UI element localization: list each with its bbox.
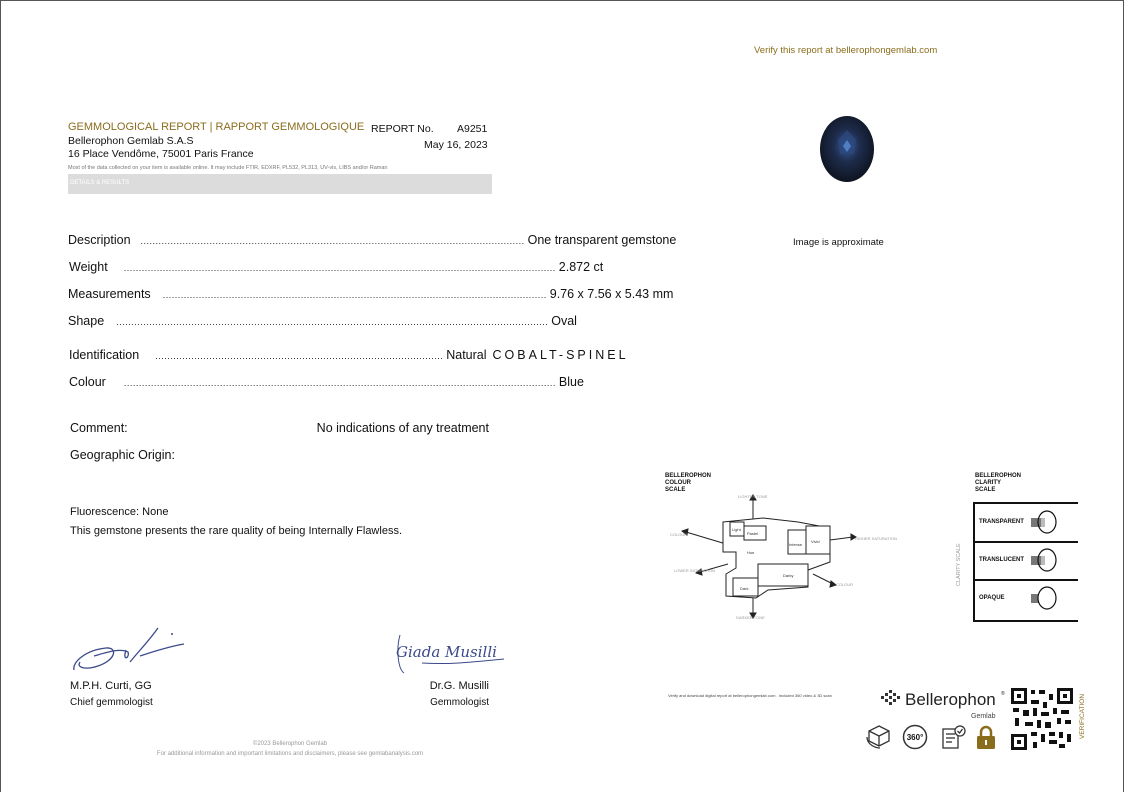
- svg-text:HIGHER SATURATION: HIGHER SATURATION: [855, 536, 897, 541]
- clarity-icons: [1029, 509, 1061, 619]
- gemstone-image: [818, 114, 876, 184]
- footer-copyright: ©2023 Bellerophon Gemlab: [252, 741, 328, 747]
- clarity-side-label: CLARITY SCALE: [956, 543, 962, 586]
- svg-text:LOWER SATURATION: LOWER SATURATION: [674, 568, 715, 573]
- digital-report-note: Verify and download digital report at bellerophongemlab.com . Included 360 video & 3D scan: [668, 693, 832, 698]
- colour-scale-diagram: [668, 492, 897, 622]
- comment-label: Comment:: [70, 421, 128, 435]
- section-bar: [68, 174, 492, 194]
- company-name: Bellerophon Gemlab S.A.S: [68, 135, 194, 147]
- signature-curti: [68, 622, 188, 677]
- brand-name: Bellerophon: [905, 690, 996, 709]
- svg-text:Vivid: Vivid: [811, 539, 820, 544]
- report-date: May 16, 2023: [424, 139, 488, 151]
- signer-role-1: Chief gemmologist: [70, 697, 153, 708]
- detail-row-colour: Colour ................................................................................................................................................ Blue: [69, 375, 584, 389]
- detail-row-identification: Identification ................................................................................................ Natural COBALT-SPINEL: [69, 348, 629, 362]
- detail-value: Blue: [558, 375, 584, 389]
- lock-icon[interactable]: [975, 725, 997, 751]
- brand-sub: Gemlab: [971, 713, 996, 720]
- identification-value: COBALT-SPINEL: [492, 348, 629, 362]
- svg-text:LIGHTER TONE: LIGHTER TONE: [738, 494, 768, 499]
- bellerophon-logo-icon: [880, 690, 902, 708]
- fluorescence: Fluorescence: None: [70, 506, 169, 518]
- 3d-cube-icon[interactable]: [866, 723, 892, 749]
- svg-text:COLOUR: COLOUR: [670, 532, 688, 537]
- clarity-item: TRANSLUCENT: [979, 557, 1024, 563]
- qr-code[interactable]: [1011, 688, 1073, 750]
- registered-mark: ®: [1001, 691, 1005, 697]
- signer-role-2: Gemmologist: [430, 697, 489, 708]
- verify-link[interactable]: Verify this report at bellerophongemlab.com: [754, 45, 938, 56]
- detail-row-shape: Shape ................................................................................................................................................ Oval: [68, 314, 577, 328]
- signature-musilli-script: Giada Musilli: [396, 643, 497, 661]
- svg-text:360°: 360°: [906, 733, 924, 742]
- 360-video-icon[interactable]: [902, 724, 928, 750]
- signer-name-1: M.P.H. Curti, GG: [70, 680, 152, 692]
- report-title: GEMMOLOGICAL REPORT | RAPPORT GEMMOLOGIQUE: [68, 121, 365, 133]
- detail-label: Weight: [69, 260, 108, 274]
- svg-text:DARKER TONE: DARKER TONE: [736, 615, 765, 620]
- clarity-item: TRANSPARENT: [979, 519, 1024, 525]
- svg-text:Hue: Hue: [747, 550, 755, 555]
- image-caption: Image is approximate: [793, 237, 884, 248]
- svg-text:COLOUR: COLOUR: [836, 582, 854, 587]
- detail-value: 2.872 ct: [558, 260, 604, 274]
- verification-label: VERIFICATION: [1079, 693, 1086, 739]
- detail-value: One transparent gemstone: [527, 233, 677, 247]
- footer-note: For additional information and important limitations and disclaimers, please see gemlabanalysis.com: [156, 751, 424, 757]
- detail-row-description: Description ................................................................................................................................ One transparent gemstone: [68, 233, 677, 247]
- company-address: 16 Place Vendôme, 75001 Paris France: [68, 148, 254, 160]
- report-number-label: REPORT No.: [371, 123, 434, 135]
- detail-value: 9.76 x 7.56 x 5.43 mm: [549, 287, 674, 301]
- certificate-icon[interactable]: [940, 724, 966, 750]
- detail-label: Identification: [69, 348, 140, 362]
- detail-value: Oval: [551, 314, 577, 328]
- detail-label: Measurements: [68, 287, 151, 301]
- svg-text:Pastel: Pastel: [747, 531, 759, 536]
- detail-label: Shape: [68, 314, 105, 328]
- clarity-item: OPAQUE: [979, 595, 1005, 601]
- colour-scale-title: BELLEROPHON COLOUR SCALE: [665, 473, 712, 493]
- svg-text:Intense: Intense: [789, 542, 803, 547]
- detail-label: Colour: [69, 375, 106, 389]
- svg-text:Darky: Darky: [783, 573, 794, 578]
- signer-name-2: Dr.G. Musilli: [429, 680, 489, 692]
- svg-text:Dark: Dark: [740, 586, 749, 591]
- signature-musilli: [392, 625, 510, 675]
- data-disclaimer: Most of the data collected on your item is available online. It may include FTIR, EDXRF, PL532, PL313, UV-vis, LIBS and/or Raman: [68, 165, 388, 171]
- report-number: A9251: [457, 123, 488, 135]
- origin-label: Geographic Origin:: [70, 448, 175, 462]
- quality-note: This gemstone presents the rare quality of being Internally Flawless.: [70, 525, 402, 537]
- comment-value: No indications of any treatment: [316, 421, 489, 435]
- clarity-scale-title: BELLEROPHON CLARITY SCALE: [975, 473, 1022, 493]
- clarity-scale-box: [973, 502, 1078, 622]
- svg-text:Light: Light: [732, 527, 741, 532]
- section-title: DETAILS & RESULTS: [70, 180, 130, 186]
- identification-prefix: Natural: [446, 348, 487, 362]
- detail-label: Description: [68, 233, 131, 247]
- detail-row-measurements: Measurements ................................................................................................................................ 9.76 x 7.56 x 5.43 mm: [68, 287, 674, 301]
- detail-row-weight: Weight ................................................................................................................................................ 2.872 ct: [69, 260, 604, 274]
